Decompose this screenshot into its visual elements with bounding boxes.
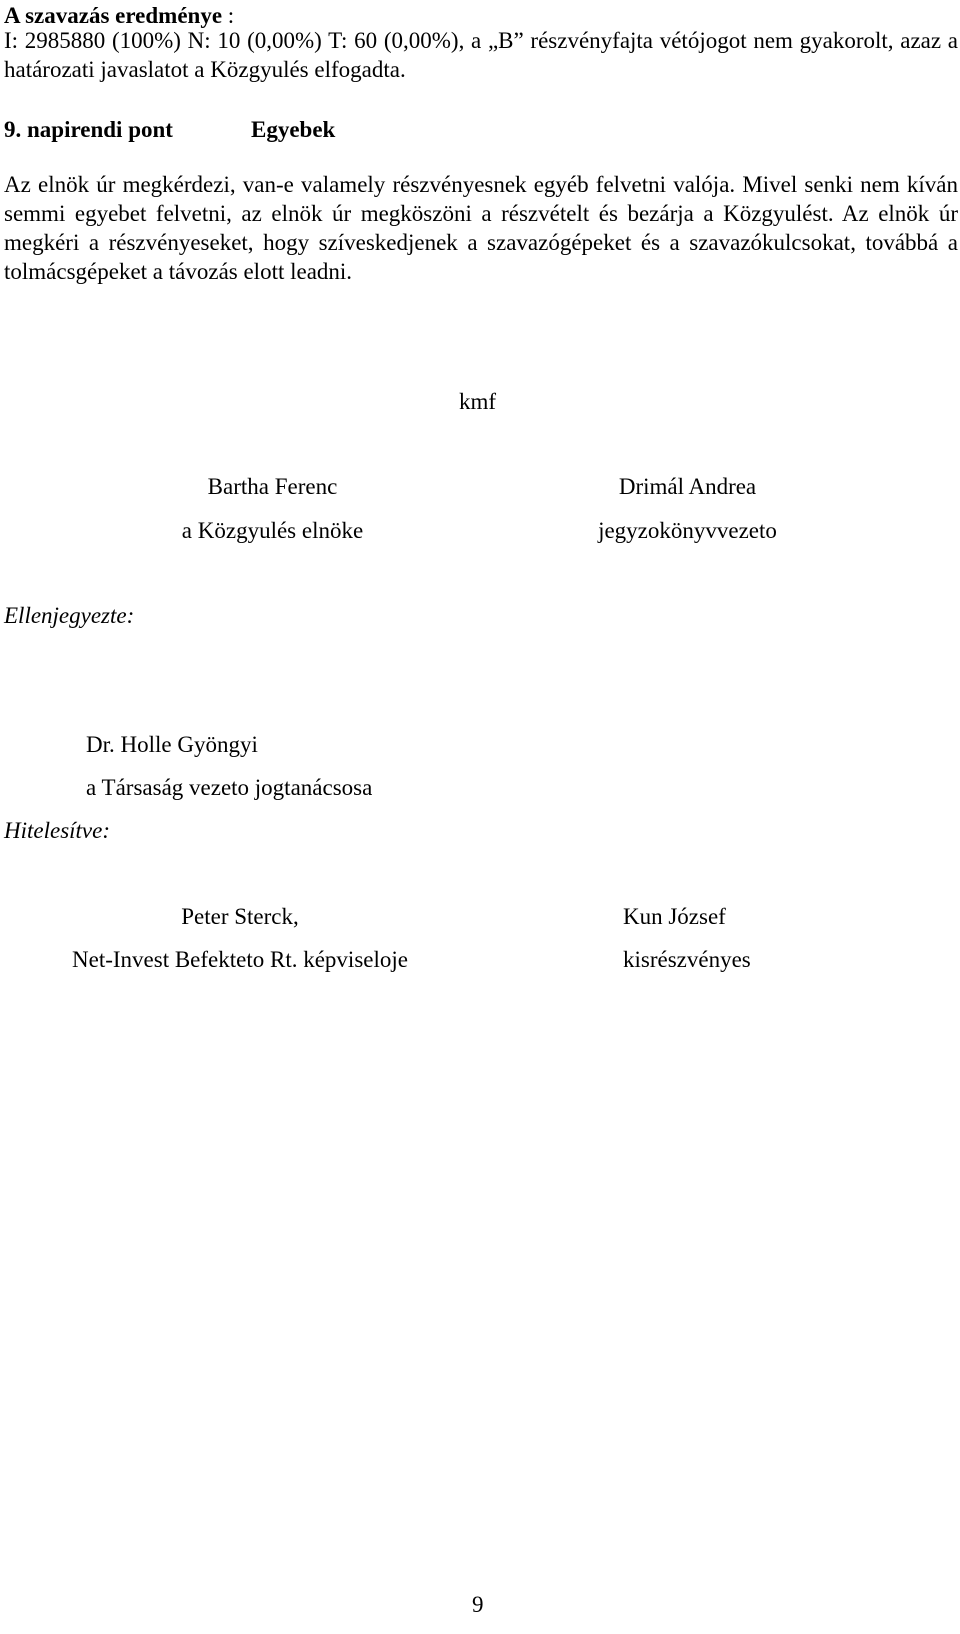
page-number: 9 [472,1592,484,1617]
vote-heading-line [4,4,234,27]
authenticator-right-role: kisrészvényes [623,947,751,972]
authenticator-left-name: Peter Sterck, [181,904,299,929]
countersign-role: a Társaság vezeto jogtanácsosa [86,775,373,800]
countersign-label: Ellenjegyezte: [4,603,135,628]
authenticator-left-role: Net-Invest Befekteto Rt. képviseloje [72,947,408,972]
agenda-title: Egyebek [251,117,336,142]
kmf-label: kmf [459,389,497,414]
vote-result-text: I: 2985880 (100%) N: 10 (0,00%) T: 60 (0,00%), a „B” részvényfajta vétójogot nem gyakorolt, azaz a határozati javaslatot a Közgyulés elfogadta. [4,28,958,82]
vote-heading-suffix: : [222,3,235,28]
chair-role: a Közgyulés elnöke [181,518,364,543]
vote-heading: A szavazás eredménye [4,3,223,28]
closing-paragraph: Az elnök úr megkérdezi, van-e valamely részvényesnek egyéb felvetni valója. Mivel senki nem kíván semmi egyebet felvetni, az elnök úr megköszöni a részvételt és bezárja a Közgyulést. Az elnök úr megkéri a részvényeseket, hogy szíveskedjenek a szavazógépeket és a szavazókulcsokat, továbbá a tolmácsgépeket a távozás elott leadni. [4,172,958,284]
clerk-name: Drimál Andrea [618,474,757,499]
agenda-number: 9. napirendi pont [4,117,173,142]
authenticator-right-name: Kun József [623,904,726,929]
chair-name: Bartha Ferenc [207,474,338,499]
authenticated-label: Hitelesítve: [4,818,111,843]
clerk-role: jegyzokönyvvezeto [598,518,777,543]
countersign-name: Dr. Holle Gyöngyi [86,732,258,757]
